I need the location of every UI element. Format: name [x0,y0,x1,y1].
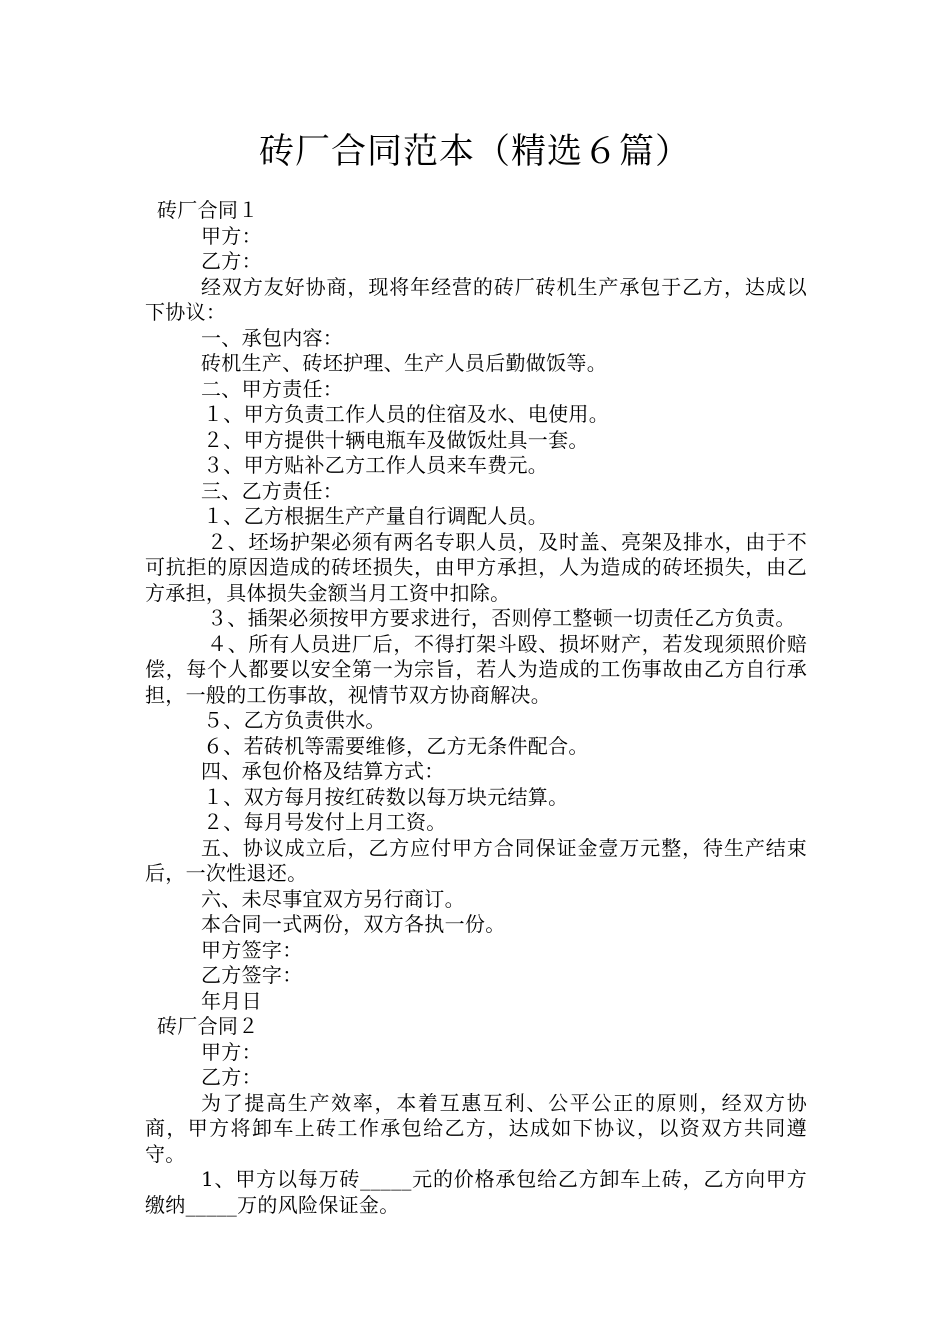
contract-1-party-b: 乙方： [201,249,262,273]
section-2-item: １、甲方负责工作人员的住宿及水、电使用。 [203,402,609,426]
contract-2-heading: 砖厂合同２ [157,1014,259,1038]
document-title: 砖厂合同范本（精选６篇） [258,132,691,172]
contract-2-party-b: 乙方： [201,1065,262,1089]
signature-date: 年月日 [201,988,262,1013]
section-3-item: ４、所有人员进厂后，不得打架斗殴、损坏财产，若发现须照价赔偿，每个人都要以安全第一为宗旨，若人为造成的工伤事故由乙方自行承担，一般的工伤事故，视情节双方协商解决。 [145,631,807,707]
document-body [145,198,807,1218]
contract-1-party-a: 甲方： [201,223,262,248]
contract-2-intro: 为了提高生产效率，本着互惠互利、公平公正的原则，经双方协商，甲方将卸车上砖工作承包给乙方，达成如下协议，以资双方共同遵守。 [145,1090,807,1166]
contract-2-item-1: 1、甲方以每万砖_____元的价格承包给乙方卸车上砖，乙方向甲方缴纳_____万的风险保证金。 [145,1167,807,1217]
section-1-body: 砖机生产、砖坯护理、生产人员后勤做饭等。 [201,351,607,375]
section-4-item: ２、每月号发付上月工资。 [203,810,447,834]
section-3-title: 三、乙方责任： [201,478,344,503]
contract-2-party-a: 甲方： [201,1039,262,1064]
section-5: 五、协议成立后，乙方应付甲方合同保证金壹万元整，待生产结束后，一次性退还。 [145,835,807,885]
contract-1-heading: 砖厂合同１ [157,198,259,222]
section-1-title: 一、承包内容： [201,325,344,350]
section-3-item: ６、若砖机等需要维修，乙方无条件配合。 [203,733,589,758]
signature-party-b: 乙方签字： [201,963,303,987]
section-3-item: ３、插架必须按甲方要求进行，否则停工整顿一切责任乙方负责。 [207,606,796,630]
contract-1-intro: 经双方友好协商，现将年经营的砖厂砖机生产承包于乙方，达成以下协议： [145,274,807,324]
section-3-item: １、乙方根据生产产量自行调配人员。 [203,504,549,528]
section-2-item: ２、甲方提供十辆电瓶车及做饭灶具一套。 [203,427,589,452]
section-6: 六、未尽事宜双方另行商订。 [201,886,465,911]
copies-clause: 本合同一式两份，双方各执一份。 [201,912,506,936]
signature-party-a: 甲方签字： [201,937,303,962]
section-2-item: ３、甲方贴补乙方工作人员来车费元。 [203,453,549,477]
section-3-item: ２、坯场护架必须有两名专职人员，及时盖、亮架及排水，由于不可抗拒的原因造成的砖坯损失，由甲方承担，人为造成的砖坯损失，由乙方承担，具体损失金额当月工资中扣除。 [145,529,807,605]
section-2-title: 二、甲方责任： [201,376,344,401]
section-4-title: 四、承包价格及结算方式： [201,759,445,783]
section-4-item: １、双方每月按红砖数以每万块元结算。 [203,784,569,809]
section-3-item: ５、乙方负责供水。 [203,708,386,732]
